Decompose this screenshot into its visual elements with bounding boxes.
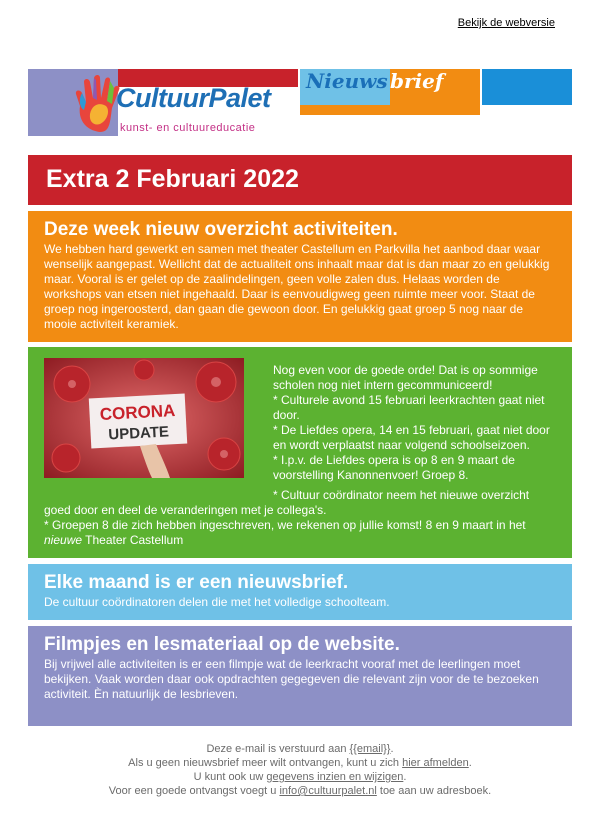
- footer-line-3: U kunt ook uw gegevens inzien en wijzigen.: [193, 771, 407, 783]
- page-title: Extra 2 Februari 2022: [46, 165, 299, 193]
- corona-line-1: Nog even voor de goede orde! Dat is op sommige scholen nog niet intern gecommuniceerd!: [273, 363, 538, 392]
- email-placeholder-link[interactable]: {{email}}: [349, 743, 391, 755]
- corona-line-4: * I.p.v. de Liefdes opera is op 8 en 9 maart de voorstelling Kanonnenvoer! Groep 8.: [273, 453, 515, 482]
- banner-block-orange-lower: [300, 105, 480, 115]
- logo-text: CultuurPalet: [116, 83, 271, 113]
- activities-heading: Deze week nieuw overzicht activiteiten.: [44, 219, 398, 240]
- newsletter-section: [28, 564, 572, 620]
- header-banner: [28, 69, 572, 136]
- footer-line-2: Als u geen nieuwsbrief meer wilt ontvangen, kunt u zich hier afmelden.: [128, 757, 472, 769]
- footer-line-1: Deze e-mail is verstuurd aan {{email}}.: [206, 743, 394, 755]
- address-email-link[interactable]: info@cultuurpalet.nl: [279, 785, 377, 797]
- newsletter-word-nieuws: Nieuws: [306, 69, 388, 93]
- activities-body: We hebben hard gewerkt en samen met theater Castellum en Parkvilla het aanbod daar waar wenselijk aangepast. Wellicht dat de actualiteit ons inhaalt maar dat is dan maar zo en gelukkig maar. Vooral is er gelet op de zaalindelingen, geen volle zalen dus. Helaas worden de workshops van etsen niet ingehaald. Daar is eenvoudigweg geen ruimte meer voor. Staat de groep nog ingeroosterd, dan gaan die gewoon door. En gelukkig gaat groep 5 nog naar de mooie activiteit keramiek.: [44, 242, 550, 331]
- corona-line-5: * Cultuur coördinator neem het nieuwe overzicht goed door en deel de veranderingen met je collega's.: [44, 488, 530, 517]
- corona-section: [28, 347, 572, 558]
- corona-update-image: [44, 358, 244, 478]
- corona-text-bottom: [44, 488, 559, 548]
- website-heading: Filmpjes en lesmateriaal op de website.: [44, 634, 400, 655]
- footer-line-4: Voor een goede ontvangst voegt u info@cultuurpalet.nl toe aan uw adresboek.: [108, 785, 492, 797]
- newsletter-word-brief: brief: [390, 69, 444, 93]
- logo-subtitle: kunst- en cultuureducatie: [120, 122, 256, 134]
- corona-text-right: [273, 363, 558, 483]
- webversion-link[interactable]: Bekijk de webversie: [457, 17, 555, 29]
- corona-line-3: * De Liefdes opera, 14 en 15 februari, gaat niet door en wordt verplaatst naar volgend schoolseizoen.: [273, 423, 550, 452]
- newsletter-body: De cultuur coördinatoren delen die met het volledige schoolteam.: [44, 595, 390, 609]
- corona-line-6: * Groepen 8 die zich hebben ingeschreven, we rekenen op jullie komst! 8 en 9 maart in het nieuwe Theater Castellum: [44, 518, 526, 547]
- title-section: [28, 155, 572, 205]
- website-body: Bij vrijwel alle activiteiten is er een filmpje wat de leerkracht vooraf met de leerlingen moet bekijken. Vaak worden daar ook opdrachten gegegeven die relevant zijn voor de te bezoeken activiteit. Èn natuurlijk de lesbrieven.: [44, 657, 539, 701]
- footer: [0, 742, 600, 798]
- corona-line-2: * Culturele avond 15 februari leerkrachten gaat niet door.: [273, 393, 545, 422]
- banner-block-blue: [482, 69, 572, 105]
- manage-profile-link[interactable]: gegevens inzien en wijzigen: [266, 771, 404, 783]
- image-text-update: UPDATE: [107, 423, 170, 444]
- activities-section: [28, 211, 572, 342]
- unsubscribe-link[interactable]: hier afmelden: [402, 757, 469, 769]
- website-section: [28, 626, 572, 726]
- image-text-corona: CORONA: [99, 401, 176, 424]
- newsletter-heading: Elke maand is er een nieuwsbrief.: [44, 572, 349, 593]
